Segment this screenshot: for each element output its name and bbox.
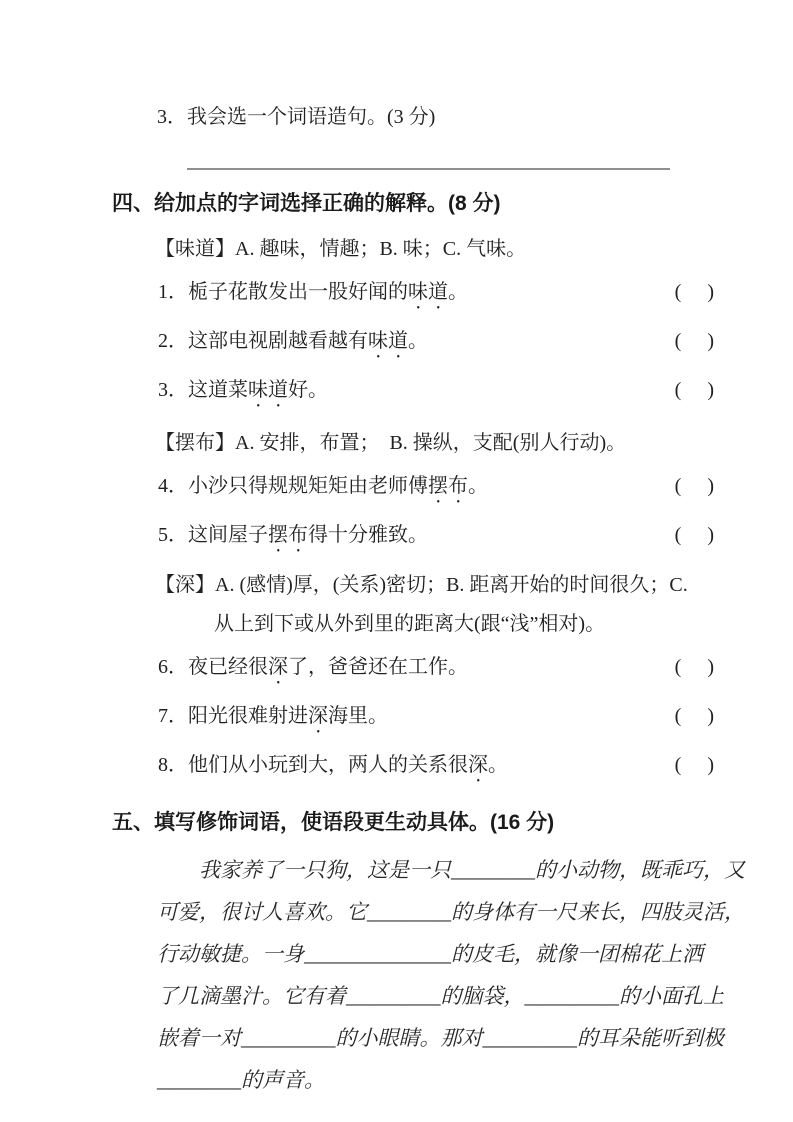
close-paren: ) <box>707 330 714 352</box>
question-number: 2． <box>158 330 188 352</box>
open-paren: ( <box>674 705 682 727</box>
emphasized-word: 味道 <box>368 330 408 352</box>
divider-line <box>187 168 670 170</box>
question-number: 4． <box>158 475 188 497</box>
close-paren: ) <box>707 379 714 401</box>
emphasized-word: 味道 <box>408 281 448 303</box>
question-post-text: 海里。 <box>328 705 388 727</box>
question-row <box>158 751 714 787</box>
definition-shen-line2: 从上到下或从外到里的距离大(跟“浅”相对)。 <box>214 613 606 635</box>
question-text <box>158 376 328 412</box>
open-paren: ( <box>674 379 682 401</box>
emphasized-word: 味道 <box>248 379 288 401</box>
answer-brackets <box>675 653 714 681</box>
answer-brackets <box>675 278 714 306</box>
question-row <box>158 521 714 557</box>
answer-brackets <box>675 521 714 549</box>
question-number: 5． <box>158 524 188 546</box>
question-pre-text: 这道菜 <box>188 379 248 401</box>
open-paren: ( <box>674 754 682 776</box>
definition-baibu: 【摆布】A. 安排，布置； B. 操纵，支配(别人行动)。 <box>155 432 627 454</box>
question-row <box>158 472 714 508</box>
definition-shen-line1: 【深】A. (感情)厚，(关系)密切；B. 距离开始的时间很久；C. <box>155 574 688 596</box>
open-paren: ( <box>674 656 682 678</box>
close-paren: ) <box>707 524 714 546</box>
emphasized-word: 深 <box>308 705 328 727</box>
open-paren: ( <box>674 281 682 303</box>
answer-brackets <box>675 751 714 779</box>
close-paren: ) <box>707 754 714 776</box>
section5-heading: 五、填写修饰词语，使语段更生动具体。(16 分) <box>112 811 555 834</box>
question-pre-text: 这间屋子 <box>188 524 268 546</box>
question-text <box>158 653 468 689</box>
question-post-text: 。 <box>408 330 428 352</box>
paragraph-line: 嵌着一对_________的小眼睛。那对_________的耳朵能听到极 <box>157 1026 724 1050</box>
question-pre-text: 夜已经很 <box>188 656 268 678</box>
question-text <box>158 472 488 508</box>
close-paren: ) <box>707 656 714 678</box>
fill-in-paragraph <box>112 856 793 1094</box>
question-pre-text: 这部电视剧越看越有 <box>188 330 368 352</box>
question-pre-text: 阳光很难射进 <box>188 705 308 727</box>
close-paren: ) <box>707 281 714 303</box>
section4-heading: 四、给加点的字词选择正确的解释。(8 分) <box>112 192 501 215</box>
question-text <box>158 751 508 787</box>
question-post-text: 。 <box>488 754 508 776</box>
answer-brackets <box>675 702 714 730</box>
question-post-text: 得十分雅致。 <box>308 524 428 546</box>
question-text <box>158 327 428 363</box>
emphasized-word: 深 <box>268 656 288 678</box>
question-row <box>158 327 714 363</box>
question-row <box>158 702 714 738</box>
question-number: 3． <box>158 379 188 401</box>
question-pre-text: 小沙只得规规矩矩由老师傅 <box>188 475 428 497</box>
question-row <box>158 278 714 314</box>
question-row <box>158 653 714 689</box>
question-number: 1． <box>158 281 188 303</box>
question-3-line: 3．我会选一个词语造句。(3 分) <box>157 106 436 128</box>
answer-brackets <box>675 472 714 500</box>
question-text <box>158 702 388 738</box>
question-text <box>158 278 468 314</box>
open-paren: ( <box>674 524 682 546</box>
close-paren: ) <box>707 475 714 497</box>
question-post-text: 了，爸爸还在工作。 <box>288 656 468 678</box>
question-number: 8． <box>158 754 188 776</box>
open-paren: ( <box>674 330 682 352</box>
paragraph-line: ________的声音。 <box>157 1068 325 1092</box>
question-post-text: 。 <box>468 475 488 497</box>
close-paren: ) <box>707 705 714 727</box>
paragraph-line: 可爱，很讨人喜欢。它________的身体有一尺来长，四肢灵活， <box>157 900 745 924</box>
paragraph-line: 我家养了一只狗，这是一只________的小动物，既乖巧，又 <box>199 858 745 882</box>
answer-brackets <box>675 376 714 404</box>
question-row <box>158 376 714 412</box>
emphasized-word: 摆布 <box>428 475 468 497</box>
emphasized-word: 摆布 <box>268 524 308 546</box>
paragraph-line: 行动敏捷。一身______________的皮毛，就像一团棉花上洒 <box>157 942 703 966</box>
answer-brackets <box>675 327 714 355</box>
question-pre-text: 他们从小玩到大，两人的关系很 <box>188 754 468 776</box>
question-number: 7． <box>158 705 188 727</box>
question-pre-text: 栀子花散发出一股好闻的 <box>188 281 408 303</box>
question-post-text: 。 <box>448 281 468 303</box>
definition-weidao: 【味道】A. 趣味，情趣；B. 味；C. 气味。 <box>155 238 527 260</box>
emphasized-word: 深 <box>468 754 488 776</box>
open-paren: ( <box>674 475 682 497</box>
question-number: 6． <box>158 656 188 678</box>
question-text <box>158 521 428 557</box>
question-post-text: 好。 <box>288 379 328 401</box>
paragraph-line: 了几滴墨汁。它有着_________的脑袋，_________的小面孔上 <box>157 984 724 1008</box>
